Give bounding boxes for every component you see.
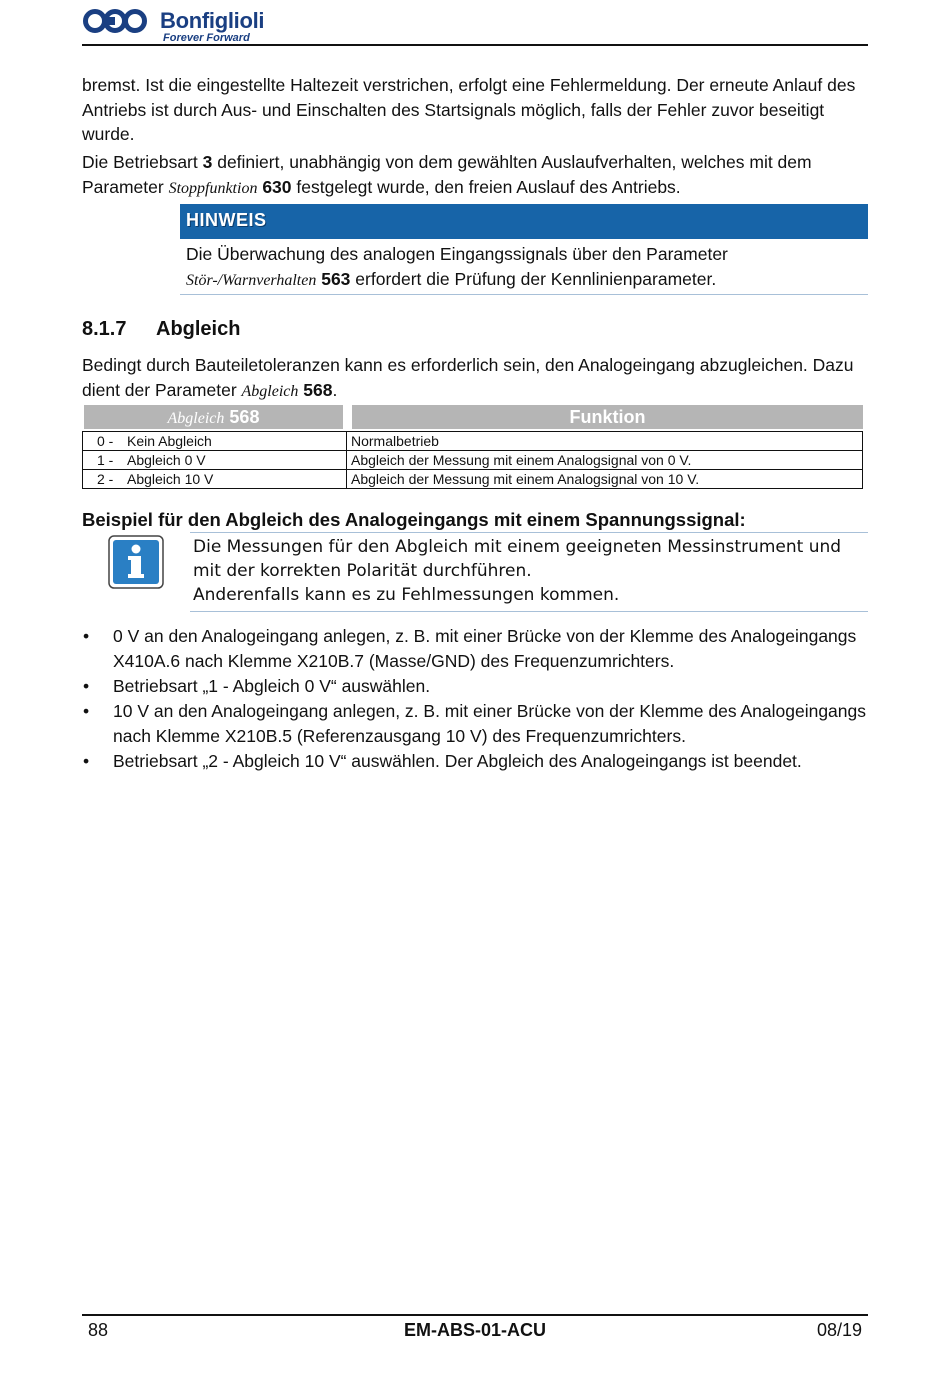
- header-rule: [82, 44, 868, 46]
- paragraph-3: Bedingt durch Bauteiletoleranzen kann es erforderlich sein, den Analogeingang abzugleichen. Dazu dient der Parameter Abgleich 568.: [82, 355, 854, 400]
- hinweis-bar: [180, 204, 868, 239]
- hinweis-box: [180, 204, 868, 289]
- info-text: Die Messungen für den Abgleich mit einem geeigneten Messinstrument und mit der korrekten Polarität durchführen. Anderenfalls kann es zu Fehlmessungen kommen.: [193, 537, 842, 605]
- mode-number: 3: [202, 152, 213, 172]
- example-rule: [190, 532, 868, 533]
- hinweis-text: Die Überwachung des analogen Eingangssignals über den Parameter Stör-/Warnverhalten 563 erfordert die Prüfung der Kennlinienparameter.: [186, 244, 728, 289]
- table-header-function: Funktion: [352, 405, 863, 429]
- table-header-parameter: Abgleich 568: [84, 405, 343, 429]
- table-row: 2 - Abgleich 10 V Abgleich der Messung mit einem Analogsignal von 10 V.: [83, 470, 863, 489]
- table-row: 1 - Abgleich 0 V Abgleich der Messung mit einem Analogsignal von 0 V.: [83, 451, 863, 470]
- bonfiglioli-logo-icon: [82, 8, 156, 34]
- hinweis-title: HINWEIS: [186, 210, 267, 230]
- parameter-name: Stör-/Warnverhalten: [186, 271, 317, 289]
- list-item: • 0 V an den Analogeingang anlegen, z. B. mit einer Brücke von der Klemme des Analogeingangs X410A.6 nach Klemme X210B.7 (Masse/GND) des Frequenzumrichters.: [83, 626, 857, 671]
- parameter-name: Stoppfunktion: [168, 179, 258, 197]
- parameter-number: 568: [303, 379, 333, 400]
- list-item: • 10 V an den Analogeingang anlegen, z. B. mit einer Brücke von der Klemme des Analogeingangs nach Klemme X210B.5 (Referenzausgang 10 V) des Frequenzumrichters.: [83, 701, 867, 746]
- section-heading: [82, 318, 240, 341]
- example-heading: Beispiel für den Abgleich des Analogeingangs mit einem Spannungssignal:: [82, 509, 746, 530]
- parameter-name: Abgleich: [241, 382, 299, 400]
- bullet-list: [82, 624, 868, 774]
- brand-logo: [82, 6, 265, 46]
- parameter-number: 563: [321, 268, 351, 289]
- parameter-number: 630: [262, 176, 292, 197]
- footer-rule: [82, 1314, 868, 1316]
- section-title: Abgleich: [156, 318, 241, 340]
- brand-tagline: Forever Forward: [163, 32, 250, 44]
- info-icon: [108, 535, 164, 589]
- info-rule: [190, 611, 868, 612]
- list-item: • Betriebsart „2 - Abgleich 10 V“ auswählen. Der Abgleich des Analogeingangs ist beendet.: [83, 751, 802, 771]
- document-id: EM-ABS-01-ACU: [403, 1320, 546, 1340]
- paragraph-1: bremst. Ist die eingestellte Haltezeit verstrichen, erfolgt eine Fehlermeldung. Der erneute Anlauf des Antriebs ist durch Aus- und Einschalten des Startsignals möglich, falls der Fehler zuvor beseitigt wurde.: [82, 75, 856, 144]
- table-row: 0 - Kein Abgleich Normalbetrieb: [83, 432, 863, 451]
- brand-name: Bonfiglioli: [160, 8, 265, 33]
- paragraph-2: Die Betriebsart 3 definiert, unabhängig von dem gewählten Auslaufverhalten, welches mit dem Parameter Stoppfunktion 630 festgelegt wurde, den freien Auslauf des Antriebs.: [82, 152, 812, 197]
- list-item: • Betriebsart „1 - Abgleich 0 V“ auswählen.: [83, 676, 431, 696]
- document-date: 08/19: [816, 1320, 862, 1340]
- page-number: 88: [88, 1320, 109, 1340]
- hinweis-rule: [180, 294, 868, 295]
- section-number: 8.1.7: [82, 318, 127, 340]
- abgleich-table: [82, 431, 863, 489]
